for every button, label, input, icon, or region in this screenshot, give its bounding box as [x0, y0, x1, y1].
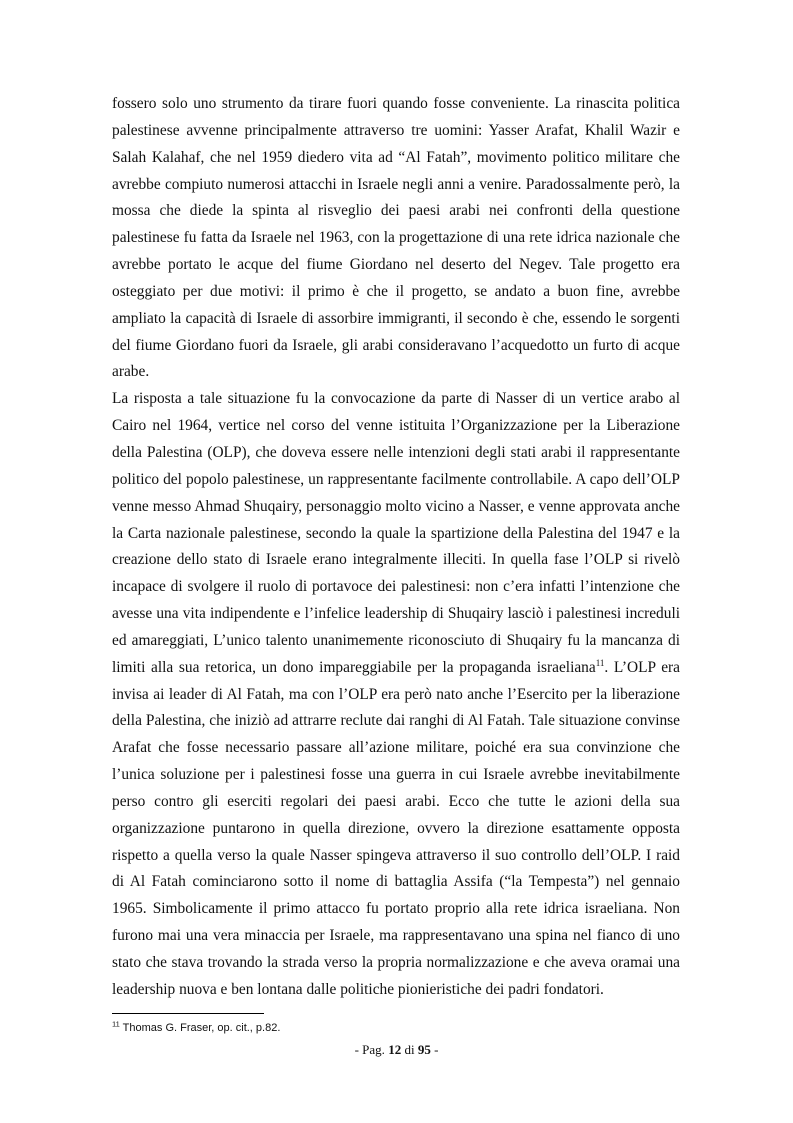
paragraph-text: La risposta a tale situazione fu la convocazione da parte di Nasser di un vertice arabo al Cairo nel 1964, vertice nel corso del venne istituita l’Organizzazione per la Liberazione della Palestina (OLP), che doveva essere nelle intenzioni degli stati arabi il rappresentante politico del popolo palestinese, un rappresentante facilmente controllabile. A capo dell’OLP venne messo Ahmad Shuqairy, personaggio molto vicino a Nasser, e venne approvata anche la Carta nazionale palestinese, secondo la quale la spartizione della Palestina del 1947 e la creazione dello stato di Israele erano integralmente illeciti. In quella fase l’OLP si rivelò incapace di svolgere il ruolo di portavoce dei palestinesi: non c’era infatti l’intenzione che avesse una vita indipendente e l’infelice leadership di Shuqairy lasciò i palestinesi increduli ed amareggiati, L’unico talento unanimemente riconosciuto di Shuqairy fu la mancanza di limiti alla sua retorica, un dono impareggiabile per la propaganda israeliana [112, 390, 680, 676]
footnote-number: 11 [112, 1019, 120, 1029]
footnote-divider [112, 1013, 264, 1014]
paragraph-text: fossero solo uno strumento da tirare fuori quando fosse conveniente. La rinascita politica palestinese avvenne principalmente attraverso tre uomini: Yasser Arafat, Khalil Wazir e Salah Kalahaf, che nel 1959 diedero vita ad “Al Fatah”, movimento politico militare che avrebbe compiuto numerosi attacchi in Israele negli anni a venire. Paradossalmente però, la mossa che diede la spinta al risveglio dei paesi arabi nei confronti della questione palestinese fu fatta da Israele nel 1963, con la progettazione di una rete idrica nazionale che avrebbe portato le acque del fiume Giordano nel deserto del Negev. Tale progetto era osteggiato per due motivi: il primo è che il progetto, se andato a buon fine, avrebbe ampliato la capacità di Israele di assorbire immigranti, il secondo è che, essendo le sorgenti del fiume Giordano fuori da Israele, gli arabi consideravano l’acquedotto un furto di acque arabe. [112, 95, 680, 381]
footnote [112, 1021, 280, 1035]
page-number-separator: di [401, 1042, 418, 1057]
page-number-prefix: - Pag. [354, 1042, 389, 1057]
paragraph-text: . L’OLP era invisa ai leader di Al Fatah, ma con l’OLP era però nato anche l’Esercito per la liberazione della Palestina, che iniziò ad attrarre reclute dai ranghi di Al Fatah. Tale situazione convinse Arafat che fosse necessario passare all’azione militare, poiché era sua convinzione che l’unica soluzione per i palestinesi fosse una guerra in cui Israele avrebbe inevitabilmente perso contro gli eserciti regolari dei paesi arabi. Ecco che tutte le azioni della sua organizzazione puntarono in quella direzione, ovvero la direzione esattamente opposta rispetto a quella verso la quale Nasser spingeva attraverso il suo controllo dell’OLP. I raid di Al Fatah cominciarono sotto il nome di battaglia Assifa (“la Tempesta”) nel gennaio 1965. Simbolicamente il primo attacco fu portato proprio alla rete idrica israeliana. Non furono mai una vera minaccia per Israele, ma rappresentavano una spina nel fianco di uno stato che stava trovando la strada verso la propria normalizzazione e che aveva oramai una leadership nuova e ben lontana dalle politiche pionieristiche dei padri fondatori. [112, 658, 681, 998]
body-text [112, 91, 680, 1004]
paragraph [112, 386, 680, 1003]
page-number-current: 12 [388, 1042, 402, 1057]
paragraph [112, 91, 680, 386]
page-number-total: 95 [417, 1042, 431, 1057]
footnote-text: Thomas G. Fraser, op. cit., p.82. [119, 1022, 281, 1034]
page-number-suffix: - [430, 1042, 439, 1057]
footnote-reference[interactable]: 11 [595, 657, 605, 668]
page-number [0, 1042, 793, 1058]
